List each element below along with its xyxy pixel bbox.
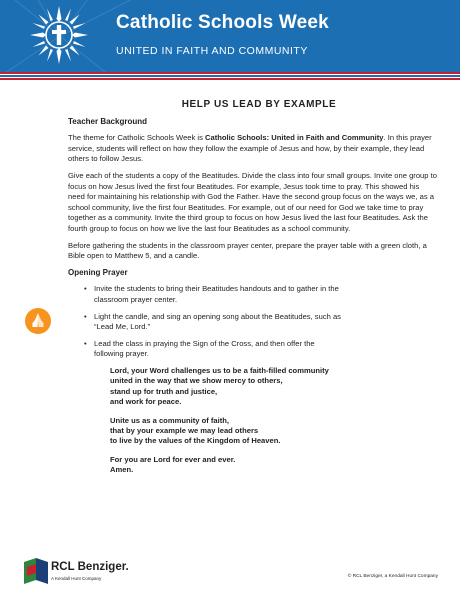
prayer-stanza-3 xyxy=(110,455,438,476)
prayer-line: stand up for truth and justice, xyxy=(110,386,218,396)
opening-prayer-title: Opening Prayer xyxy=(68,267,128,277)
theme-text-pre: The theme for Catholic Schools Week is xyxy=(68,133,206,143)
main-content xyxy=(68,100,438,484)
prayer-line: united in the way that we show mercy to others, xyxy=(110,376,283,386)
banner xyxy=(0,0,460,72)
prayer-stanza-2 xyxy=(110,416,438,447)
theme-name: Catholic Schools: United in Faith and Community xyxy=(205,133,384,143)
list-item: • Lead the class in praying the Sign of the Cross, and then offer the following prayer. xyxy=(84,339,344,360)
prayer-line: Amen. xyxy=(110,465,134,475)
prayer-text xyxy=(110,366,438,476)
theme-paragraph xyxy=(68,133,438,165)
prayer-line: Lord, your Word challenges us to be a faith-filled community xyxy=(110,365,329,375)
banner-title: Catholic Schools Week xyxy=(116,12,329,33)
prayer-line: to live by the values of the Kingdom of Heaven. xyxy=(110,436,281,446)
page-title: HELP US LEAD BY EXAMPLE xyxy=(181,99,337,110)
stripe-blue xyxy=(0,75,460,77)
stripe-red-2 xyxy=(0,78,460,80)
logo-name: RCL Benziger. xyxy=(51,561,129,573)
banner-stripes xyxy=(0,72,460,81)
rcl-benziger-logo xyxy=(24,558,144,586)
theme-text-post: . In this prayer service, students will reflect on how they follow the example of Jesus and how, by their example, they lead others to follow Jesus. xyxy=(68,133,432,164)
prayer-line: Unite us as a community of faith, xyxy=(110,415,229,425)
instruction-list xyxy=(84,284,438,360)
prayer-line: and work for peace. xyxy=(110,397,182,407)
banner-subtitle: UNITED IN FAITH AND COMMUNITY xyxy=(116,45,308,57)
prayer-line: that by your example we may lead others xyxy=(110,425,259,435)
cross-sunburst-icon xyxy=(30,6,88,64)
list-item: • Invite the students to bring their Beatitudes handouts and to gather in the classroom prayer center. xyxy=(84,284,344,305)
praying-hands-icon xyxy=(25,308,51,334)
list-item: • Light the candle, and sing an opening song about the Beatitudes, such as “Lead Me, Lord.” xyxy=(84,312,344,333)
preparation-paragraph: Before gathering the students in the classroom prayer center, prepare the prayer table with a green cloth, a Bible open to Matthew 5, and a candle. xyxy=(68,240,427,261)
logo-tagline: A Kendall Hunt Company xyxy=(51,576,102,581)
beatitudes-paragraph: Give each of the students a copy of the Beatitudes. Divide the class into four small groups. Invite one group to focus on how Jesus lived the first four Beatitudes. For example, Jesus took time to pray. This showed his need for maintaining his relationship with God the Father. Have the second group focus on the ways we, as a school community, live the first four Beatitudes. For example, out of our need for God we take time to pray together as a community. Invite the third group to focus on how Jesus lived the last four Beatitudes. Ask the fourth group to focus on how we live the last four Beatitudes as a school community. xyxy=(68,170,437,233)
teacher-background-title: Teacher Background xyxy=(68,116,147,126)
stripe-red xyxy=(0,72,460,74)
prayer-stanza-1 xyxy=(110,366,438,408)
logo-mark-icon xyxy=(24,558,48,584)
prayer-line: For you are Lord for ever and ever. xyxy=(110,454,236,464)
copyright-text: © RCL Benziger, a Kendall Hunt Company xyxy=(347,574,438,579)
